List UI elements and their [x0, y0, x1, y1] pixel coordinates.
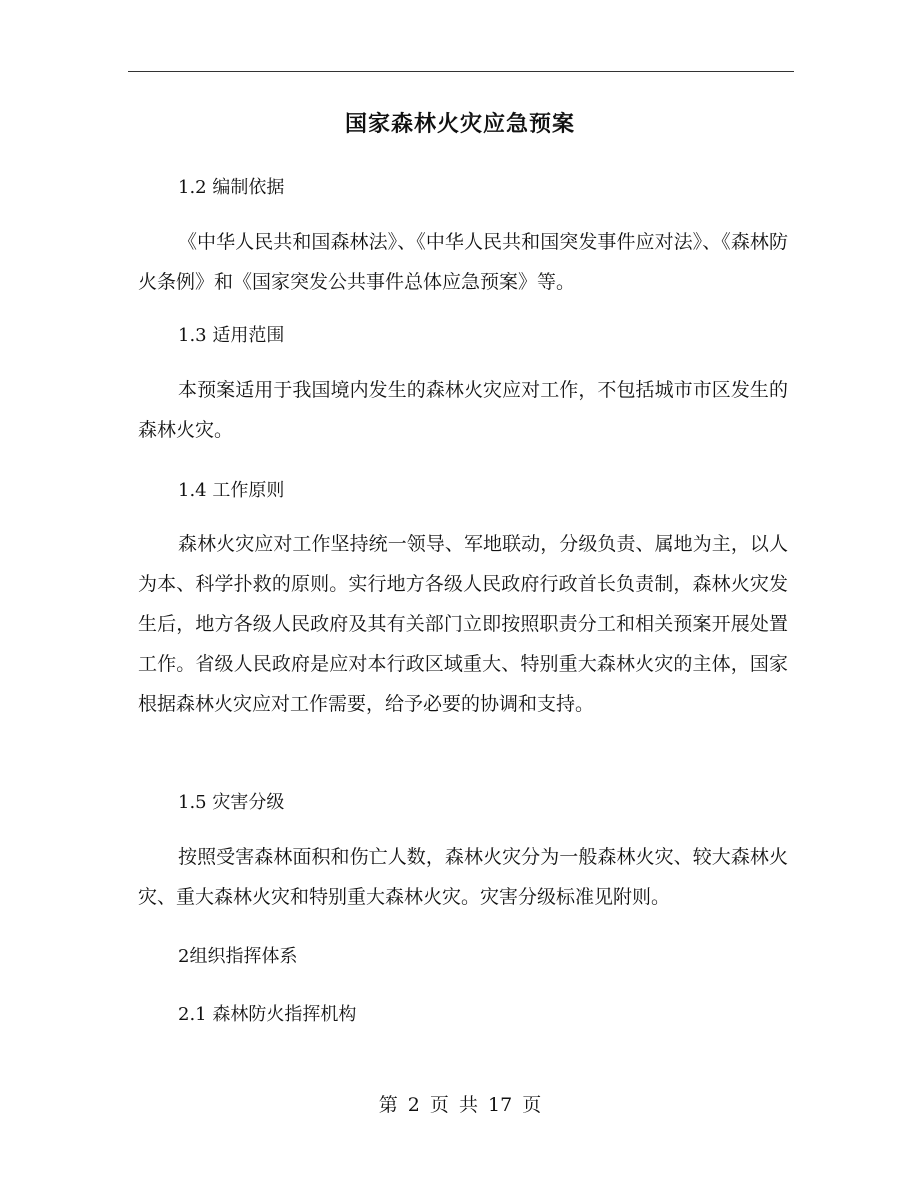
section-paragraph-1-5: 按照受害森林面积和伤亡人数，森林火灾分为一般森林火灾、较大森林火灾、重大森林火灾和特别重大森林火灾。灾害分级标准见附则。 — [138, 846, 788, 908]
section-paragraph-1-2: 《中华人民共和国森林法》、《中华人民共和国突发事件应对法》、《森林防火条例》和《国家突发公共事件总体应急预案》等。 — [138, 231, 788, 293]
section-paragraph-1-4: 森林火灾应对工作坚持统一领导、军地联动，分级负责、属地为主，以人为本、科学扑救的原则。实行地方各级人民政府行政首长负责制，森林火灾发生后，地方各级人民政府及其有关部门立即按照职责分工和相关预案开展处置工作。省级人民政府是应对本行政区域重大、特别重大森林火灾的主体，国家根据森林火灾应对工作需要，给予必要的协调和支持。 — [138, 533, 788, 715]
section-paragraph-1-3: 本预案适用于我国境内发生的森林火灾应对工作，不包括城市市区发生的森林火灾。 — [138, 379, 788, 441]
page-number-footer: 第 2 页 共 17 页 — [378, 1094, 542, 1116]
section-heading-2: 2组织指挥体系 — [178, 946, 298, 967]
section-heading-2-1: 2.1 森林防火指挥机构 — [178, 1004, 357, 1025]
section-heading-1-4: 1.4 工作原则 — [178, 480, 285, 501]
section-heading-1-5: 1.5 灾害分级 — [178, 792, 285, 813]
document-title: 国家森林火灾应急预案 — [344, 112, 575, 137]
header-rule — [128, 71, 794, 72]
section-heading-1-3: 1.3 适用范围 — [178, 325, 285, 346]
section-heading-1-2: 1.2 编制依据 — [178, 177, 285, 198]
